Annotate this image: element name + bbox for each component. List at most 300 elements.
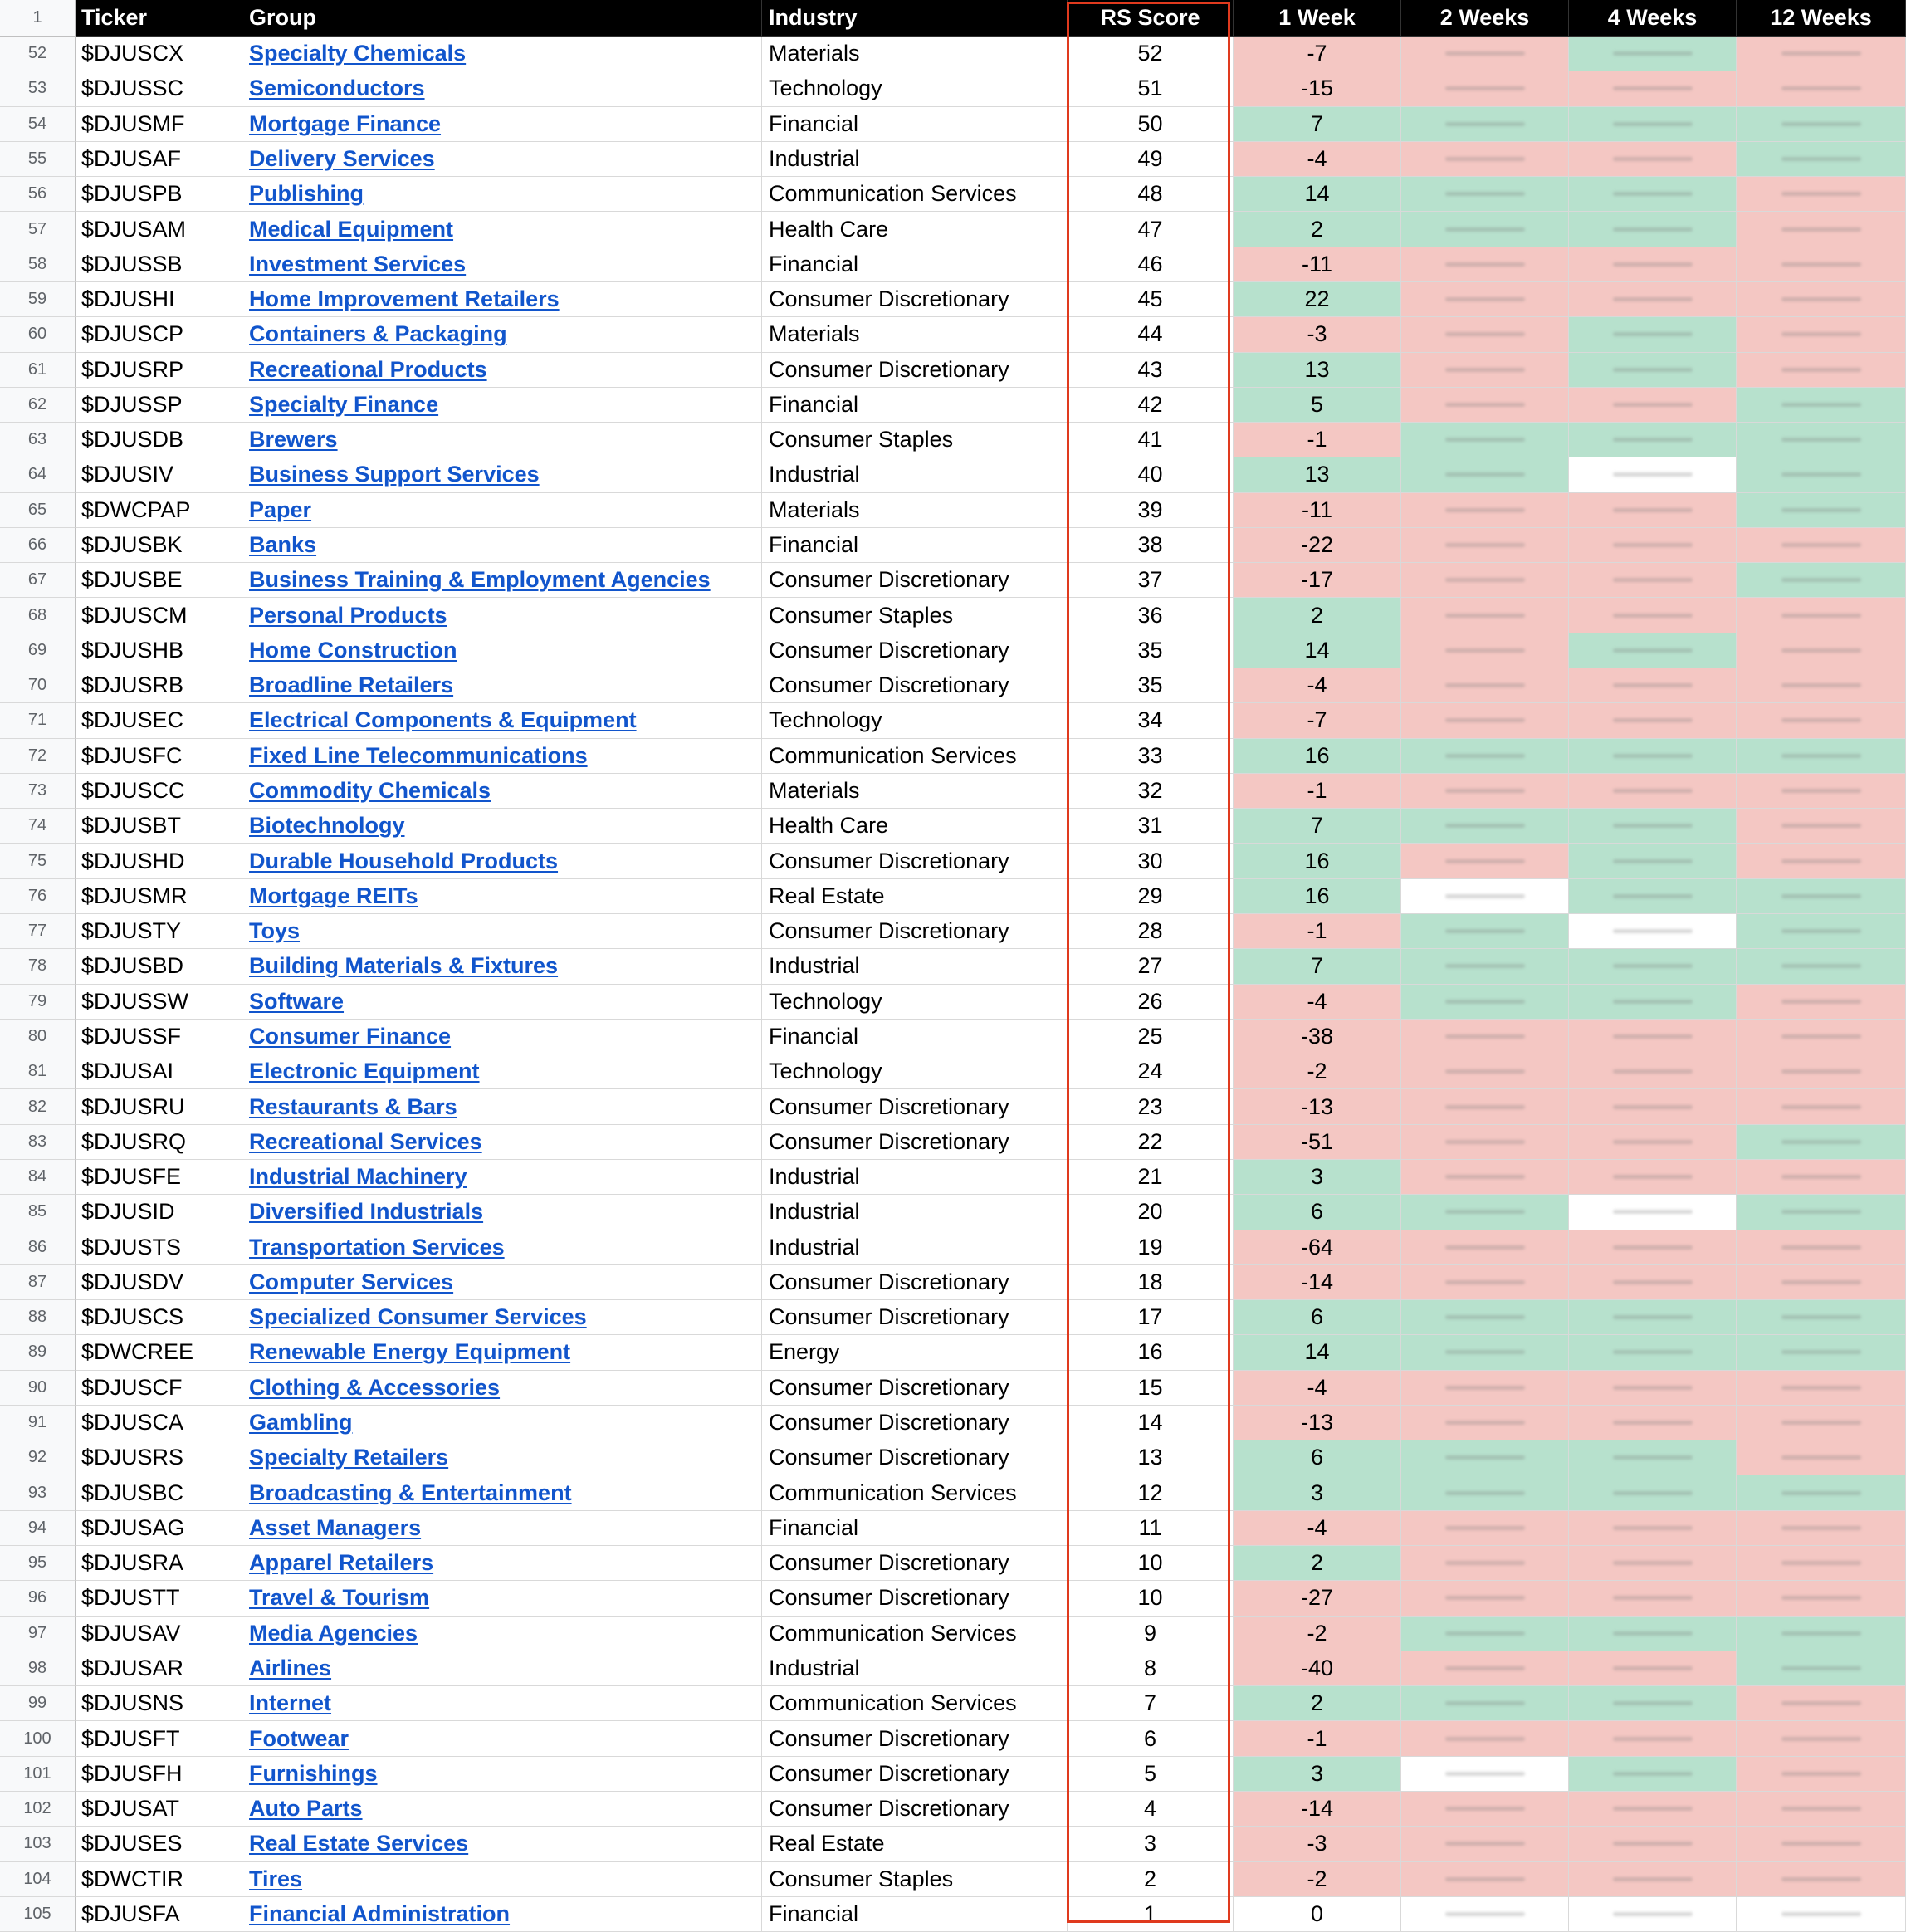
industry-cell[interactable]: Communication Services: [762, 739, 1068, 774]
week1-cell[interactable]: 7: [1234, 809, 1401, 844]
group-link[interactable]: Electronic Equipment: [249, 1059, 480, 1084]
week1-cell[interactable]: -14: [1234, 1792, 1401, 1827]
group-link[interactable]: Electrical Components & Equipment: [249, 707, 637, 733]
group-link[interactable]: Mortgage REITs: [249, 883, 418, 908]
rs-score-cell[interactable]: 16: [1068, 1335, 1234, 1370]
week12-cell-blurred[interactable]: [1737, 1371, 1906, 1406]
week2-cell-blurred[interactable]: [1401, 1089, 1569, 1124]
row-number[interactable]: 105: [0, 1897, 76, 1932]
week4-cell-blurred[interactable]: [1569, 247, 1737, 282]
row-number[interactable]: 65: [0, 493, 76, 528]
row-number[interactable]: 75: [0, 844, 76, 878]
group-link[interactable]: Recreational Products: [249, 356, 487, 382]
ticker-cell[interactable]: $DWCTIR: [76, 1862, 242, 1897]
ticker-cell[interactable]: $DJUSCS: [76, 1300, 242, 1335]
ticker-cell[interactable]: $DJUSRQ: [76, 1125, 242, 1160]
rs-score-cell[interactable]: 14: [1068, 1406, 1234, 1440]
group-link[interactable]: Asset Managers: [249, 1514, 422, 1540]
week12-cell-blurred[interactable]: [1737, 353, 1906, 388]
industry-cell[interactable]: Consumer Staples: [762, 1862, 1068, 1897]
week4-cell-blurred[interactable]: [1569, 1089, 1737, 1124]
group-cell[interactable]: [242, 247, 762, 282]
ticker-cell[interactable]: $DJUSRB: [76, 668, 242, 703]
rs-score-cell[interactable]: 20: [1068, 1195, 1234, 1230]
week2-cell-blurred[interactable]: [1401, 879, 1569, 914]
row-number[interactable]: 88: [0, 1300, 76, 1335]
week2-cell-blurred[interactable]: [1401, 212, 1569, 247]
group-cell[interactable]: [242, 633, 762, 668]
group-cell[interactable]: [242, 1511, 762, 1546]
rs-score-cell[interactable]: 18: [1068, 1265, 1234, 1300]
industry-cell[interactable]: Financial: [762, 388, 1068, 423]
week2-cell-blurred[interactable]: [1401, 1300, 1569, 1335]
group-link[interactable]: Restaurants & Bars: [249, 1093, 457, 1119]
group-cell[interactable]: [242, 844, 762, 878]
industry-cell[interactable]: Communication Services: [762, 1617, 1068, 1651]
row-number[interactable]: 54: [0, 107, 76, 142]
week12-cell-blurred[interactable]: [1737, 1581, 1906, 1616]
group-cell[interactable]: [242, 142, 762, 177]
industry-cell[interactable]: Consumer Discretionary: [762, 914, 1068, 949]
week1-cell[interactable]: -40: [1234, 1651, 1401, 1686]
group-cell[interactable]: [242, 1300, 762, 1335]
group-cell[interactable]: [242, 949, 762, 984]
week2-cell-blurred[interactable]: [1401, 528, 1569, 563]
week1-cell[interactable]: 13: [1234, 353, 1401, 388]
industry-cell[interactable]: Consumer Discretionary: [762, 1265, 1068, 1300]
week4-cell-blurred[interactable]: [1569, 1020, 1737, 1054]
row-number[interactable]: 55: [0, 142, 76, 177]
row-number-header[interactable]: 1: [0, 0, 76, 37]
rs-score-cell[interactable]: 8: [1068, 1651, 1234, 1686]
group-link[interactable]: Personal Products: [249, 602, 447, 628]
week12-cell-blurred[interactable]: [1737, 598, 1906, 633]
row-number[interactable]: 85: [0, 1195, 76, 1230]
week1-cell[interactable]: -64: [1234, 1230, 1401, 1265]
week12-cell-blurred[interactable]: [1737, 1160, 1906, 1195]
rs-score-cell[interactable]: 13: [1068, 1440, 1234, 1475]
ticker-cell[interactable]: $DJUSIV: [76, 457, 242, 492]
group-link[interactable]: Commodity Chemicals: [249, 778, 491, 803]
industry-cell[interactable]: Consumer Discretionary: [762, 1440, 1068, 1475]
week12-cell-blurred[interactable]: [1737, 107, 1906, 142]
week1-cell[interactable]: -11: [1234, 247, 1401, 282]
ticker-cell[interactable]: $DJUSRP: [76, 353, 242, 388]
week1-cell[interactable]: 22: [1234, 282, 1401, 317]
week2-cell-blurred[interactable]: [1401, 282, 1569, 317]
group-link[interactable]: Semiconductors: [249, 76, 425, 101]
week1-cell[interactable]: -11: [1234, 493, 1401, 528]
week4-cell-blurred[interactable]: [1569, 1617, 1737, 1651]
industry-cell[interactable]: Consumer Discretionary: [762, 1792, 1068, 1827]
week1-cell[interactable]: -4: [1234, 142, 1401, 177]
group-link[interactable]: Broadcasting & Entertainment: [249, 1480, 572, 1505]
industry-cell[interactable]: Technology: [762, 1054, 1068, 1089]
rs-score-cell[interactable]: 25: [1068, 1020, 1234, 1054]
group-link[interactable]: Paper: [249, 496, 312, 522]
group-link[interactable]: Biotechnology: [249, 813, 405, 839]
week12-cell-blurred[interactable]: [1737, 1089, 1906, 1124]
row-number[interactable]: 53: [0, 71, 76, 106]
week12-column-header[interactable]: 12 Weeks: [1737, 0, 1906, 37]
week2-cell-blurred[interactable]: [1401, 914, 1569, 949]
week4-cell-blurred[interactable]: [1569, 1300, 1737, 1335]
row-number[interactable]: 61: [0, 353, 76, 388]
ticker-cell[interactable]: $DJUSBC: [76, 1475, 242, 1510]
industry-cell[interactable]: Industrial: [762, 1160, 1068, 1195]
week2-cell-blurred[interactable]: [1401, 668, 1569, 703]
rs-score-cell[interactable]: 47: [1068, 212, 1234, 247]
week12-cell-blurred[interactable]: [1737, 177, 1906, 212]
row-number[interactable]: 66: [0, 528, 76, 563]
group-cell[interactable]: [242, 1686, 762, 1721]
week12-cell-blurred[interactable]: [1737, 142, 1906, 177]
week12-cell-blurred[interactable]: [1737, 1054, 1906, 1089]
week4-cell-blurred[interactable]: [1569, 1265, 1737, 1300]
week2-cell-blurred[interactable]: [1401, 493, 1569, 528]
week2-cell-blurred[interactable]: [1401, 1020, 1569, 1054]
week1-cell[interactable]: -7: [1234, 37, 1401, 71]
industry-cell[interactable]: Consumer Staples: [762, 598, 1068, 633]
week1-cell[interactable]: 0: [1234, 1897, 1401, 1932]
week12-cell-blurred[interactable]: [1737, 914, 1906, 949]
group-link[interactable]: Apparel Retailers: [249, 1550, 434, 1576]
week2-cell-blurred[interactable]: [1401, 107, 1569, 142]
industry-cell[interactable]: Energy: [762, 1335, 1068, 1370]
week2-cell-blurred[interactable]: [1401, 1475, 1569, 1510]
group-cell[interactable]: [242, 1160, 762, 1195]
row-number[interactable]: 58: [0, 247, 76, 282]
ticker-cell[interactable]: $DJUSCP: [76, 317, 242, 352]
week12-cell-blurred[interactable]: [1737, 1020, 1906, 1054]
ticker-cell[interactable]: $DJUSES: [76, 1827, 242, 1861]
ticker-cell[interactable]: $DJUSAG: [76, 1511, 242, 1546]
week4-cell-blurred[interactable]: [1569, 1511, 1737, 1546]
group-link[interactable]: Real Estate Services: [249, 1831, 469, 1856]
group-cell[interactable]: [242, 353, 762, 388]
week4-cell-blurred[interactable]: [1569, 1195, 1737, 1230]
industry-cell[interactable]: Financial: [762, 1511, 1068, 1546]
ticker-cell[interactable]: $DJUSFA: [76, 1897, 242, 1932]
week2-cell-blurred[interactable]: [1401, 985, 1569, 1020]
group-link[interactable]: Broadline Retailers: [249, 673, 454, 698]
group-cell[interactable]: [242, 1757, 762, 1792]
group-link[interactable]: Software: [249, 988, 345, 1014]
week2-cell-blurred[interactable]: [1401, 1160, 1569, 1195]
row-number[interactable]: 94: [0, 1511, 76, 1546]
week1-cell[interactable]: 14: [1234, 633, 1401, 668]
week12-cell-blurred[interactable]: [1737, 1265, 1906, 1300]
week1-cell[interactable]: 16: [1234, 844, 1401, 878]
group-cell[interactable]: [242, 493, 762, 528]
week1-cell[interactable]: 14: [1234, 177, 1401, 212]
rs-score-cell[interactable]: 10: [1068, 1546, 1234, 1581]
group-cell[interactable]: [242, 37, 762, 71]
ticker-cell[interactable]: $DJUSSF: [76, 1020, 242, 1054]
industry-cell[interactable]: Communication Services: [762, 177, 1068, 212]
group-cell[interactable]: [242, 388, 762, 423]
industry-cell[interactable]: Financial: [762, 1897, 1068, 1932]
week12-cell-blurred[interactable]: [1737, 703, 1906, 738]
industry-cell[interactable]: Consumer Discretionary: [762, 633, 1068, 668]
industry-cell[interactable]: Materials: [762, 317, 1068, 352]
row-number[interactable]: 68: [0, 598, 76, 633]
row-number[interactable]: 63: [0, 423, 76, 457]
week4-cell-blurred[interactable]: [1569, 668, 1737, 703]
week4-cell-blurred[interactable]: [1569, 1581, 1737, 1616]
industry-cell[interactable]: Industrial: [762, 1230, 1068, 1265]
group-link[interactable]: Consumer Finance: [249, 1023, 452, 1049]
week2-cell-blurred[interactable]: [1401, 739, 1569, 774]
industry-cell[interactable]: Communication Services: [762, 1475, 1068, 1510]
industry-cell[interactable]: Consumer Discretionary: [762, 1757, 1068, 1792]
industry-column-header[interactable]: Industry: [762, 0, 1068, 37]
group-cell[interactable]: [242, 739, 762, 774]
week12-cell-blurred[interactable]: [1737, 774, 1906, 809]
group-cell[interactable]: [242, 71, 762, 106]
row-number[interactable]: 99: [0, 1686, 76, 1721]
row-number[interactable]: 104: [0, 1862, 76, 1897]
group-cell[interactable]: [242, 879, 762, 914]
week1-cell[interactable]: 7: [1234, 107, 1401, 142]
group-cell[interactable]: [242, 985, 762, 1020]
rs-score-cell[interactable]: 21: [1068, 1160, 1234, 1195]
week12-cell-blurred[interactable]: [1737, 317, 1906, 352]
industry-cell[interactable]: Industrial: [762, 949, 1068, 984]
week4-cell-blurred[interactable]: [1569, 844, 1737, 878]
row-number[interactable]: 87: [0, 1265, 76, 1300]
week2-cell-blurred[interactable]: [1401, 1862, 1569, 1897]
ticker-cell[interactable]: $DJUSAM: [76, 212, 242, 247]
week4-cell-blurred[interactable]: [1569, 1686, 1737, 1721]
group-link[interactable]: Business Support Services: [249, 462, 540, 487]
ticker-cell[interactable]: $DJUSBK: [76, 528, 242, 563]
week1-cell[interactable]: 3: [1234, 1757, 1401, 1792]
rs-score-cell[interactable]: 40: [1068, 457, 1234, 492]
group-link[interactable]: Financial Administration: [249, 1900, 511, 1926]
week2-cell-blurred[interactable]: [1401, 1440, 1569, 1475]
group-link[interactable]: Business Training & Employment Agencies: [249, 567, 711, 593]
group-cell[interactable]: [242, 282, 762, 317]
row-number[interactable]: 64: [0, 457, 76, 492]
week12-cell-blurred[interactable]: [1737, 1617, 1906, 1651]
week4-cell-blurred[interactable]: [1569, 1651, 1737, 1686]
group-link[interactable]: Specialty Finance: [249, 391, 439, 417]
industry-cell[interactable]: Consumer Discretionary: [762, 1300, 1068, 1335]
week2-cell-blurred[interactable]: [1401, 563, 1569, 598]
row-number[interactable]: 81: [0, 1054, 76, 1089]
week12-cell-blurred[interactable]: [1737, 493, 1906, 528]
week12-cell-blurred[interactable]: [1737, 739, 1906, 774]
industry-cell[interactable]: Consumer Discretionary: [762, 668, 1068, 703]
week2-cell-blurred[interactable]: [1401, 71, 1569, 106]
industry-cell[interactable]: Technology: [762, 71, 1068, 106]
row-number[interactable]: 98: [0, 1651, 76, 1686]
group-cell[interactable]: [242, 1265, 762, 1300]
group-cell[interactable]: [242, 1020, 762, 1054]
week1-cell[interactable]: -27: [1234, 1581, 1401, 1616]
rs-score-cell[interactable]: 32: [1068, 774, 1234, 809]
row-number[interactable]: 80: [0, 1020, 76, 1054]
week4-cell-blurred[interactable]: [1569, 914, 1737, 949]
week4-cell-blurred[interactable]: [1569, 598, 1737, 633]
week2-cell-blurred[interactable]: [1401, 1054, 1569, 1089]
week1-cell[interactable]: -2: [1234, 1617, 1401, 1651]
ticker-cell[interactable]: $DJUSSC: [76, 71, 242, 106]
week4-cell-blurred[interactable]: [1569, 1757, 1737, 1792]
row-number[interactable]: 52: [0, 37, 76, 71]
group-cell[interactable]: [242, 1089, 762, 1124]
industry-cell[interactable]: Communication Services: [762, 1686, 1068, 1721]
group-link[interactable]: Diversified Industrials: [249, 1199, 484, 1225]
week1-cell[interactable]: -22: [1234, 528, 1401, 563]
row-number[interactable]: 57: [0, 212, 76, 247]
ticker-cell[interactable]: $DJUSAI: [76, 1054, 242, 1089]
week2-cell-blurred[interactable]: [1401, 1792, 1569, 1827]
group-link[interactable]: Media Agencies: [249, 1620, 418, 1646]
week4-cell-blurred[interactable]: [1569, 1827, 1737, 1861]
industry-cell[interactable]: Consumer Discretionary: [762, 1721, 1068, 1756]
rs-score-cell[interactable]: 19: [1068, 1230, 1234, 1265]
row-number[interactable]: 93: [0, 1475, 76, 1510]
industry-cell[interactable]: Industrial: [762, 142, 1068, 177]
week2-cell-blurred[interactable]: [1401, 1757, 1569, 1792]
industry-cell[interactable]: Consumer Discretionary: [762, 1546, 1068, 1581]
week2-cell-blurred[interactable]: [1401, 809, 1569, 844]
group-cell[interactable]: [242, 107, 762, 142]
ticker-cell[interactable]: $DJUSFH: [76, 1757, 242, 1792]
ticker-cell[interactable]: $DJUSRA: [76, 1546, 242, 1581]
week1-cell[interactable]: 16: [1234, 739, 1401, 774]
week12-cell-blurred[interactable]: [1737, 1230, 1906, 1265]
industry-cell[interactable]: Consumer Discretionary: [762, 1125, 1068, 1160]
group-link[interactable]: Industrial Machinery: [249, 1164, 467, 1190]
week2-cell-blurred[interactable]: [1401, 37, 1569, 71]
industry-cell[interactable]: Consumer Discretionary: [762, 1371, 1068, 1406]
week2-cell-blurred[interactable]: [1401, 1897, 1569, 1932]
ticker-cell[interactable]: $DJUSSP: [76, 388, 242, 423]
week1-cell[interactable]: 3: [1234, 1475, 1401, 1510]
industry-cell[interactable]: Consumer Discretionary: [762, 1581, 1068, 1616]
week4-cell-blurred[interactable]: [1569, 457, 1737, 492]
ticker-cell[interactable]: $DJUSSB: [76, 247, 242, 282]
industry-cell[interactable]: Consumer Staples: [762, 423, 1068, 457]
rs-score-cell[interactable]: 17: [1068, 1300, 1234, 1335]
group-link[interactable]: Furnishings: [249, 1760, 378, 1786]
row-number[interactable]: 76: [0, 879, 76, 914]
week1-cell[interactable]: -4: [1234, 1371, 1401, 1406]
group-cell[interactable]: [242, 457, 762, 492]
rs-score-cell[interactable]: 46: [1068, 247, 1234, 282]
week12-cell-blurred[interactable]: [1737, 1440, 1906, 1475]
row-number[interactable]: 77: [0, 914, 76, 949]
rs-score-column-header[interactable]: RS Score: [1068, 0, 1234, 37]
week4-cell-blurred[interactable]: [1569, 1721, 1737, 1756]
group-cell[interactable]: [242, 1475, 762, 1510]
row-number[interactable]: 78: [0, 949, 76, 984]
week2-cell-blurred[interactable]: [1401, 633, 1569, 668]
group-link[interactable]: Specialized Consumer Services: [249, 1304, 587, 1330]
rs-score-cell[interactable]: 45: [1068, 282, 1234, 317]
group-cell[interactable]: [242, 423, 762, 457]
industry-cell[interactable]: Health Care: [762, 212, 1068, 247]
ticker-cell[interactable]: $DJUSNS: [76, 1686, 242, 1721]
industry-cell[interactable]: Industrial: [762, 1651, 1068, 1686]
group-link[interactable]: Airlines: [249, 1656, 332, 1680]
week12-cell-blurred[interactable]: [1737, 1406, 1906, 1440]
group-link[interactable]: Publishing: [249, 181, 364, 207]
week2-cell-blurred[interactable]: [1401, 703, 1569, 738]
week2-cell-blurred[interactable]: [1401, 1125, 1569, 1160]
rs-score-cell[interactable]: 49: [1068, 142, 1234, 177]
week4-cell-blurred[interactable]: [1569, 949, 1737, 984]
week12-cell-blurred[interactable]: [1737, 668, 1906, 703]
row-number[interactable]: 96: [0, 1581, 76, 1616]
ticker-cell[interactable]: $DJUSHI: [76, 282, 242, 317]
week12-cell-blurred[interactable]: [1737, 1125, 1906, 1160]
rs-score-cell[interactable]: 11: [1068, 1511, 1234, 1546]
week1-cell[interactable]: 3: [1234, 1160, 1401, 1195]
group-cell[interactable]: [242, 774, 762, 809]
group-link[interactable]: Computer Services: [249, 1269, 454, 1294]
industry-cell[interactable]: Materials: [762, 774, 1068, 809]
group-link[interactable]: Auto Parts: [249, 1796, 363, 1822]
week12-cell-blurred[interactable]: [1737, 1195, 1906, 1230]
ticker-cell[interactable]: $DJUSFT: [76, 1721, 242, 1756]
group-link[interactable]: Durable Household Products: [249, 848, 559, 873]
week12-cell-blurred[interactable]: [1737, 528, 1906, 563]
row-number[interactable]: 62: [0, 388, 76, 423]
week4-column-header[interactable]: 4 Weeks: [1569, 0, 1737, 37]
week4-cell-blurred[interactable]: [1569, 1546, 1737, 1581]
group-link[interactable]: Delivery Services: [249, 145, 435, 171]
week12-cell-blurred[interactable]: [1737, 1792, 1906, 1827]
industry-cell[interactable]: Consumer Discretionary: [762, 1089, 1068, 1124]
week1-cell[interactable]: 14: [1234, 1335, 1401, 1370]
week4-cell-blurred[interactable]: [1569, 563, 1737, 598]
week4-cell-blurred[interactable]: [1569, 1335, 1737, 1370]
week4-cell-blurred[interactable]: [1569, 212, 1737, 247]
week2-cell-blurred[interactable]: [1401, 1265, 1569, 1300]
ticker-cell[interactable]: $DJUSCX: [76, 37, 242, 71]
week12-cell-blurred[interactable]: [1737, 1300, 1906, 1335]
week2-cell-blurred[interactable]: [1401, 1230, 1569, 1265]
ticker-cell[interactable]: $DJUSBE: [76, 563, 242, 598]
group-cell[interactable]: [242, 668, 762, 703]
group-link[interactable]: Footwear: [249, 1725, 349, 1751]
industry-cell[interactable]: Financial: [762, 107, 1068, 142]
group-cell[interactable]: [242, 1054, 762, 1089]
industry-cell[interactable]: Real Estate: [762, 1827, 1068, 1861]
ticker-cell[interactable]: $DJUSBT: [76, 809, 242, 844]
group-link[interactable]: Building Materials & Fixtures: [249, 953, 559, 979]
group-cell[interactable]: [242, 1862, 762, 1897]
rs-score-cell[interactable]: 39: [1068, 493, 1234, 528]
group-cell[interactable]: [242, 317, 762, 352]
ticker-cell[interactable]: $DJUSAR: [76, 1651, 242, 1686]
row-number[interactable]: 59: [0, 282, 76, 317]
row-number[interactable]: 60: [0, 317, 76, 352]
week1-cell[interactable]: 5: [1234, 388, 1401, 423]
group-link[interactable]: Renewable Energy Equipment: [249, 1339, 571, 1365]
week1-cell[interactable]: -38: [1234, 1020, 1401, 1054]
rs-score-cell[interactable]: 22: [1068, 1125, 1234, 1160]
rs-score-cell[interactable]: 44: [1068, 317, 1234, 352]
row-number[interactable]: 71: [0, 703, 76, 738]
week12-cell-blurred[interactable]: [1737, 423, 1906, 457]
week12-cell-blurred[interactable]: [1737, 879, 1906, 914]
week12-cell-blurred[interactable]: [1737, 985, 1906, 1020]
